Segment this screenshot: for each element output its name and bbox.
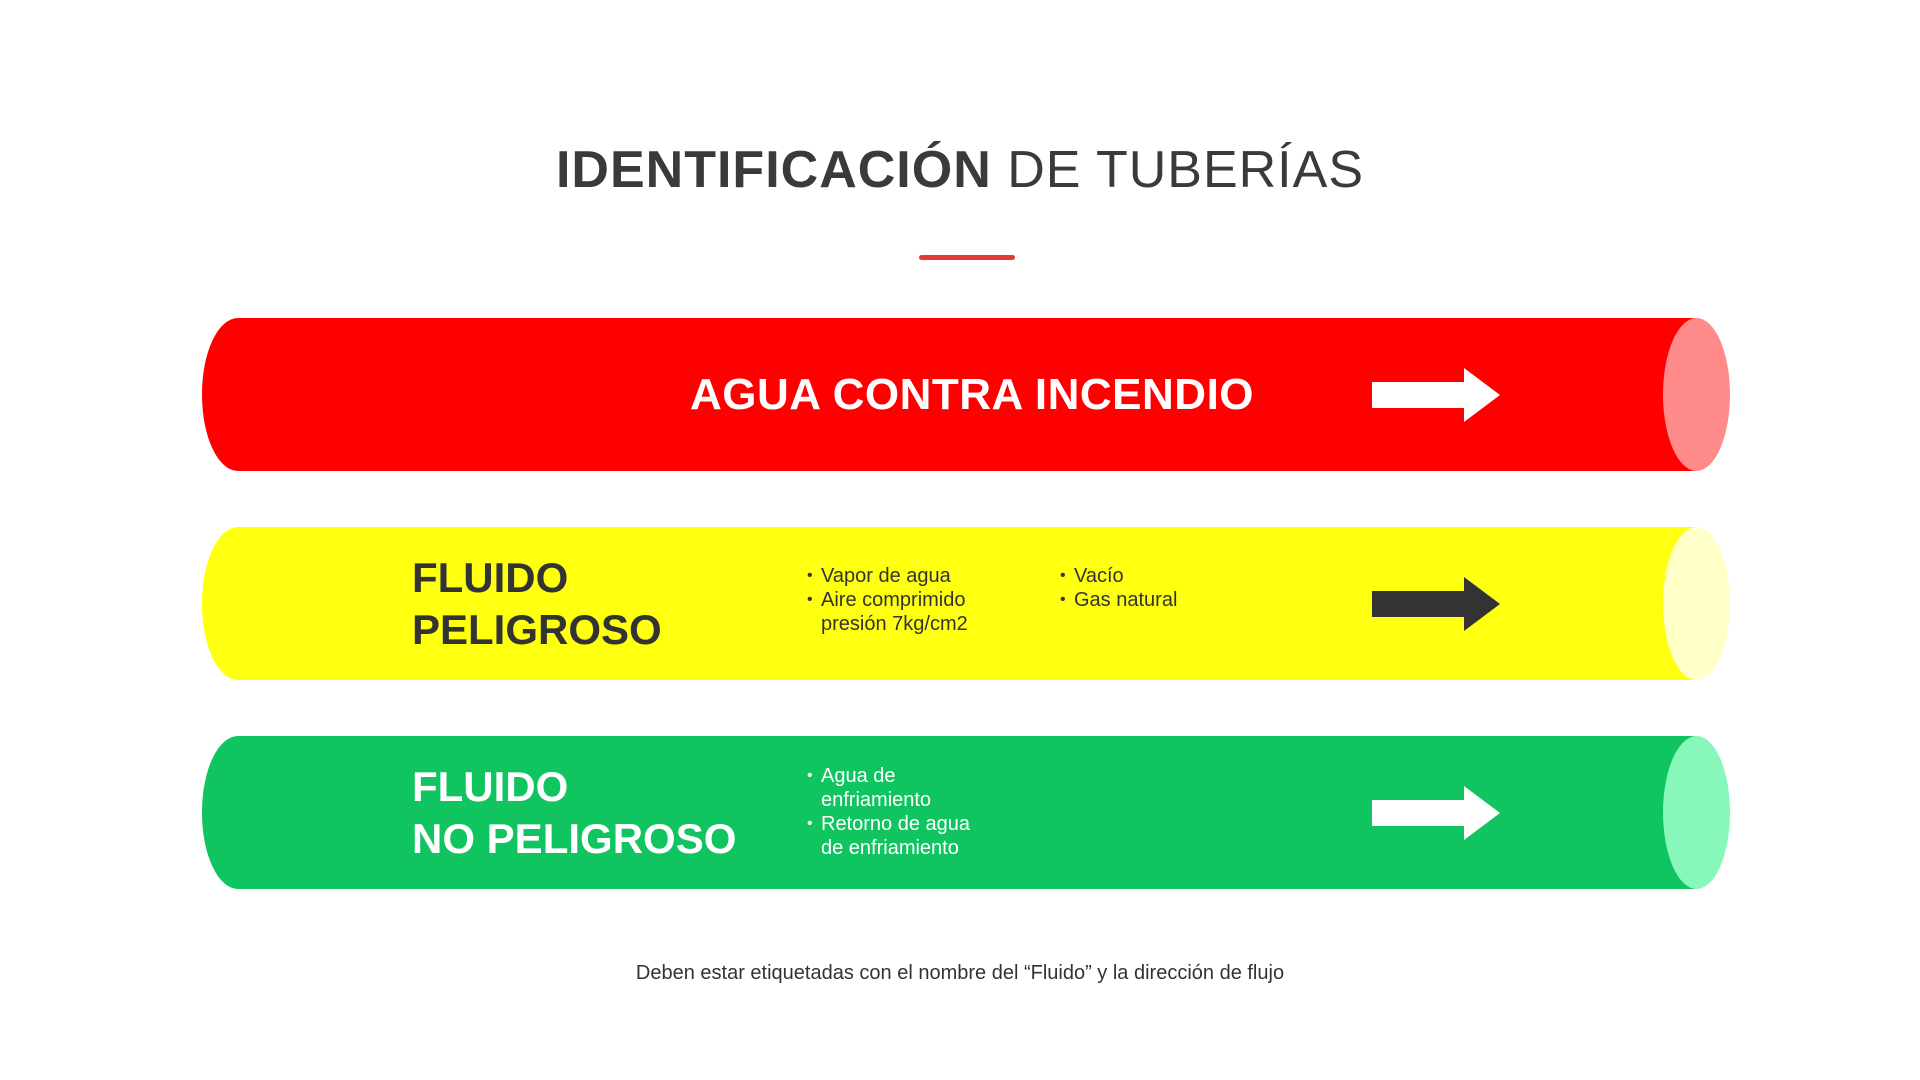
safe-fluids-list <box>807 764 970 860</box>
pipe-fire-water <box>202 318 1729 471</box>
list-item: • Gas natural <box>1060 588 1177 612</box>
list-item: de enfriamiento <box>821 837 959 859</box>
pipe-safe-fluid <box>202 736 1729 889</box>
list-item: enfriamiento <box>821 789 932 811</box>
pipe-dangerous-label-line1: FLUIDO <box>412 554 569 601</box>
pipe-fire-label: AGUA CONTRA INCENDIO <box>689 370 1255 419</box>
arrow-shape <box>1372 786 1500 840</box>
title-light: DE TUBERÍAS <box>1007 141 1364 199</box>
list-item: • Agua de <box>807 764 970 788</box>
list-item: presión 7kg/cm2 <box>821 613 968 635</box>
pipe-safe-label-line1: FLUIDO <box>412 763 569 810</box>
flow-arrow-icon <box>1372 368 1500 422</box>
pipe-dangerous-label-line2: PELIGROSO <box>412 606 662 653</box>
arrow-shape <box>1372 368 1500 422</box>
pipe-end-cap <box>1663 527 1730 680</box>
flow-arrow-icon <box>1372 786 1500 840</box>
dangerous-fluids-list-2 <box>1060 564 1177 612</box>
page-title <box>0 140 1920 200</box>
list-item: • Aire comprimido <box>807 588 968 612</box>
pipe-dangerous-fluid <box>202 527 1729 680</box>
list-item: • Vapor de agua <box>807 564 968 588</box>
list-item: • Retorno de agua <box>807 812 970 836</box>
list-item: • Vacío <box>1060 564 1177 588</box>
pipe-safe-label <box>412 761 736 865</box>
pipe-end-cap <box>1663 318 1730 471</box>
pipe-dangerous-label <box>412 552 662 656</box>
arrow-shape <box>1372 577 1500 631</box>
dangerous-fluids-list-1 <box>807 564 968 636</box>
title-divider <box>919 255 1015 260</box>
title-bold: IDENTIFICACIÓN <box>555 141 992 199</box>
pipe-end-cap <box>1663 736 1730 889</box>
pipe-safe-label-line2: NO PELIGROSO <box>412 815 737 862</box>
flow-arrow-icon <box>1372 577 1500 631</box>
footer-note: Deben estar etiquetadas con el nombre del “Fluido” y la dirección de flujo <box>635 962 1285 984</box>
